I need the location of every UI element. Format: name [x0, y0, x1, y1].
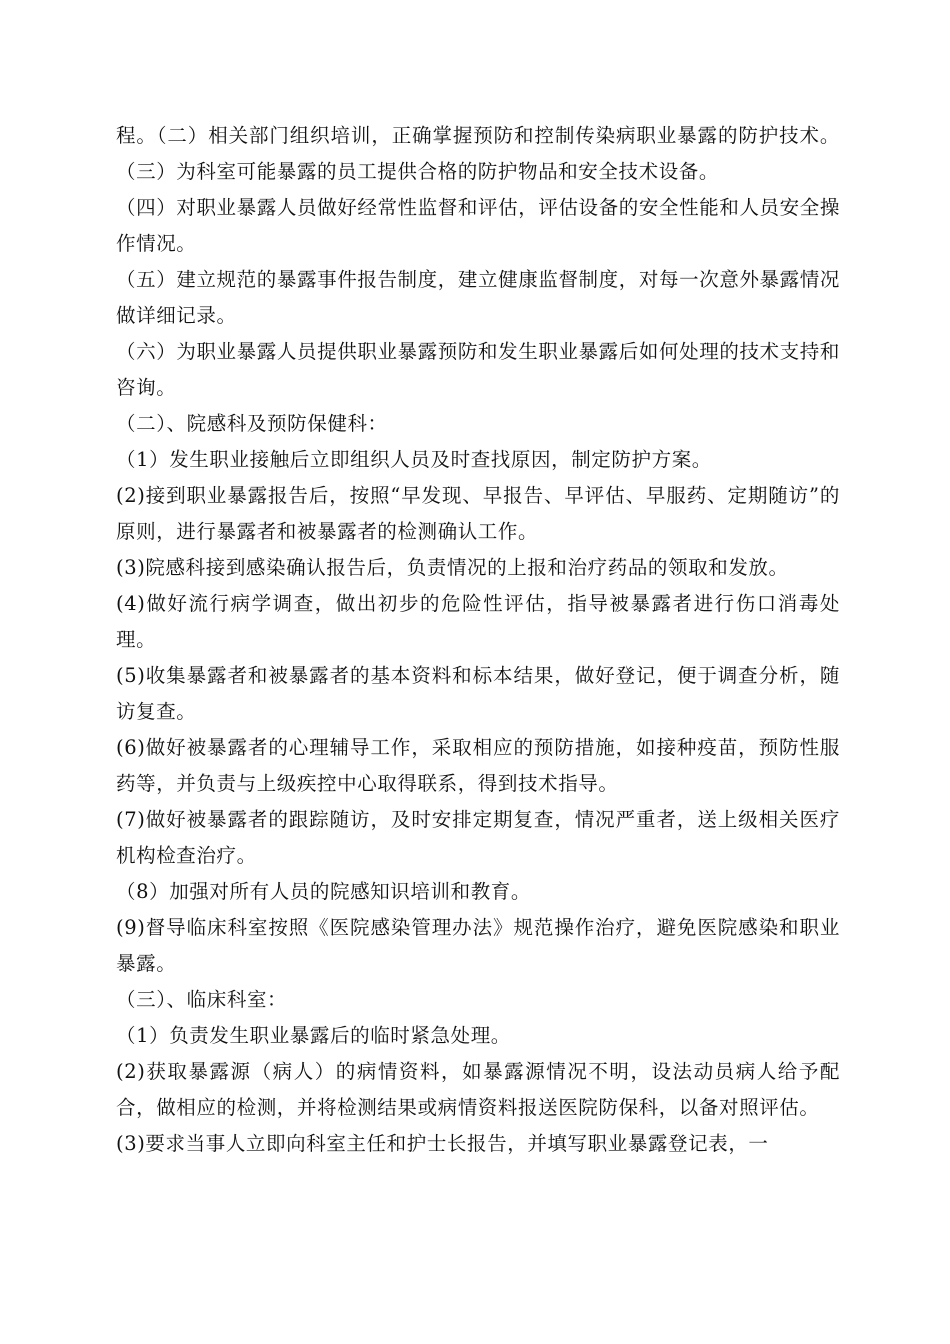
- paragraph: (7)做好被暴露者的跟踪随访，及时安排定期复查，情况严重者，送上级相关医疗机构检查治疗。: [116, 808, 840, 867]
- paragraph: (3)院感科接到感染确认报告后，负责情况的上报和治疗药品的领取和发放。: [116, 556, 789, 579]
- paragraph: (6)做好被暴露者的心理辅导工作，采取相应的预防措施，如接种疫苗，预防性服药等，并负责与上级疾控中心取得联系，得到技术指导。: [116, 736, 840, 795]
- section-heading: （三）、临床科室：: [116, 988, 288, 1011]
- paragraph: (2)获取暴露源（病人）的病情资料，如暴露源情况不明，设法动员病人给予配合，做相应的检测，并将检测结果或病情资料报送医院防保科，以备对照评估。: [116, 1060, 840, 1119]
- paragraph: 程。（二）相关部门组织培训，正确掌握预防和控制传染病职业暴露的防护技术。（三）为科室可能暴露的员工提供合格的防护物品和安全技术设备。: [116, 124, 840, 183]
- paragraph: (3)要求当事人立即向科室主任和护士长报告，并填写职业暴露登记表，一: [116, 1132, 769, 1155]
- paragraph: （五）建立规范的暴露事件报告制度，建立健康监督制度，对每一次意外暴露情况做详细记录。: [116, 268, 840, 327]
- section-heading: （二）、院感科及预防保健科：: [116, 412, 388, 435]
- paragraph: (5)收集暴露者和被暴露者的基本资料和标本结果，做好登记，便于调查分析，随访复查。: [116, 664, 840, 723]
- paragraph: （1）发生职业接触后立即组织人员及时查找原因，制定防护方案。: [116, 448, 712, 471]
- paragraph: （六）为职业暴露人员提供职业暴露预防和发生职业暴露后如何处理的技术支持和咨询。: [116, 340, 840, 399]
- paragraph: （1）负责发生职业暴露后的临时紧急处理。: [116, 1024, 511, 1047]
- paragraph: （8）加强对所有人员的院感知识培训和教育。: [116, 880, 532, 903]
- paragraph: (4)做好流行病学调查，做出初步的危险性评估，指导被暴露者进行伤口消毒处理。: [116, 592, 840, 651]
- document-body: [116, 118, 840, 1162]
- paragraph: (9)督导临床科室按照《医院感染管理办法》规范操作治疗，避免医院感染和职业暴露。: [116, 916, 840, 975]
- paragraph: （四）对职业暴露人员做好经常性监督和评估，评估设备的安全性能和人员安全操作情况。: [116, 196, 840, 255]
- paragraph: (2)接到职业暴露报告后，按照“早发现、早报告、早评估、早服药、定期随访”的原则，进行暴露者和被暴露者的检测确认工作。: [116, 484, 840, 543]
